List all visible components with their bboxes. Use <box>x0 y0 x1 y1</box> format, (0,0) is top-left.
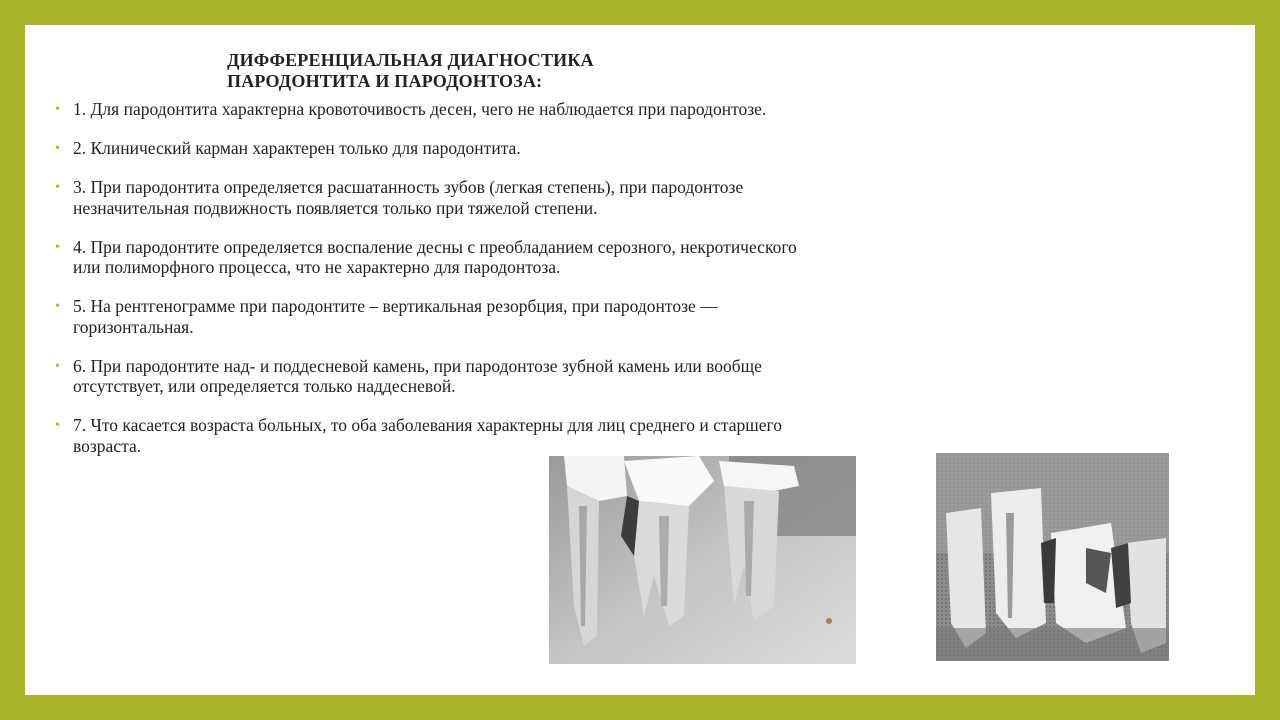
item-line-2: возраста. <box>73 435 142 456</box>
item-line-2: незначительная подвижность появляется только при тяжелой степени. <box>73 197 598 218</box>
item-line-1: 5. На рентгенограмме при пародонтите – вертикальная резорбция, при пародонтозе — <box>73 296 718 316</box>
bullet-list <box>55 99 973 475</box>
item-line-1: 3. При пародонтита определяется расшатанность зубов (легкая степень), при пародонтозе <box>73 177 744 197</box>
item-line-2: горизонтальная. <box>73 316 194 337</box>
list-item <box>55 138 973 159</box>
list-item <box>55 236 973 278</box>
slide <box>25 25 1255 695</box>
bullet-icon: • <box>55 239 60 255</box>
item-line-1: 7. Что касается возраста больных, то оба заболевания характерны для лиц среднего и старшего <box>73 415 782 435</box>
bullet-icon: • <box>55 180 60 195</box>
item-line-2: отсутствует, или определяется только наддесневой. <box>73 376 456 396</box>
list-item <box>55 415 973 456</box>
bullet-icon: • <box>55 418 60 433</box>
item-line-1: 1. Для пародонтита характерна кровоточивость десен, чего не наблюдается при пародонтозе. <box>73 99 767 119</box>
list-item <box>55 99 973 120</box>
bullet-icon: • <box>55 299 60 314</box>
title-line-1: ДИФФЕРЕНЦИАЛЬНАЯ ДИАГНОСТИКА <box>227 50 594 70</box>
bullet-icon: • <box>55 358 60 374</box>
item-line-1: 4. При пародонтите определяется воспаление десны с преобладанием серозного, некротического <box>73 236 797 257</box>
title-line-2: ПАРОДОНТИТА И ПАРОДОНТОЗА: <box>227 71 543 91</box>
item-line-1: 2. Клинический карман характерен только для пародонтита. <box>73 138 521 158</box>
list-item <box>55 177 973 218</box>
list-item <box>55 296 973 337</box>
bullet-icon: • <box>55 141 60 156</box>
bullet-icon: • <box>55 102 60 117</box>
slide-title <box>227 50 594 92</box>
item-line-1: 6. При пародонтите над- и поддесневой камень, при пародонтозе зубной камень или вообще <box>73 355 762 376</box>
list-item <box>55 355 973 397</box>
xray-image-vertical-resorption <box>549 456 856 664</box>
xray-image-horizontal-resorption <box>936 453 1169 661</box>
item-line-2: или полиморфного процесса, что не характерно для пародонтоза. <box>73 257 561 277</box>
